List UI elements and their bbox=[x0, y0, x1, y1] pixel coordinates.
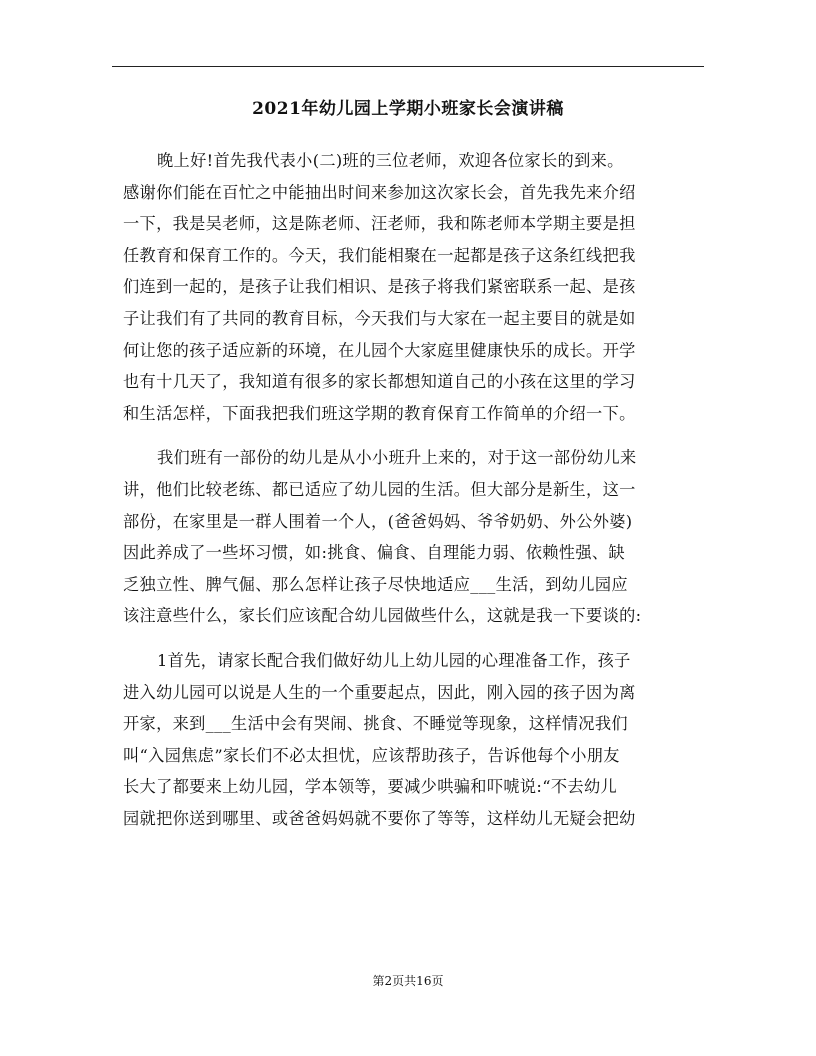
paragraph bbox=[123, 145, 698, 429]
text-line: 乏独立性、脾气倔、那么怎样让孩子尽快地适应___生活，到幼儿园应 bbox=[123, 574, 628, 594]
text-line: 讲，他们比较老练、都已适应了幼儿园的生活。但大部分是新生，这一 bbox=[123, 479, 636, 499]
text-line: 进入幼儿园可以说是人生的一个重要起点，因此，刚入园的孩子因为离 bbox=[123, 682, 636, 702]
page-number: 第2页共16页 bbox=[372, 974, 444, 988]
text-line: 因此养成了一些坏习惯，如:挑食、偏食、自理能力弱、依赖性强、缺 bbox=[123, 543, 625, 563]
text-line: 我们班有一部份的幼儿是从小小班升上来的，对于这一部份幼儿来 bbox=[157, 448, 637, 468]
text-line: 何让您的孩子适应新的环境，在儿园个大家庭里健康快乐的成长。开学 bbox=[123, 340, 636, 360]
text-line: 们连到一起的，是孩子让我们相识、是孩子将我们紧密联系一起、是孩 bbox=[123, 277, 636, 297]
text-line: 该注意些什么，家长们应该配合幼儿园做些什么，这就是我一下要谈的: bbox=[123, 606, 642, 626]
text-line: 园就把你送到哪里、或爸爸妈妈就不要你了等等，这样幼儿无疑会把幼 bbox=[123, 808, 636, 828]
document-title: 2021年幼儿园上学期小班家长会演讲稿 bbox=[252, 99, 564, 119]
text-line: 部份，在家里是一群人围着一个人，(爸爸妈妈、爷爷奶奶、外公外婆) bbox=[123, 511, 633, 531]
document-body bbox=[123, 145, 698, 847]
text-line: 一下，我是吴老师，这是陈老师、汪老师，我和陈老师本学期主要是担 bbox=[123, 214, 636, 234]
text-line: 开家，来到___生活中会有哭闹、挑食、不睡觉等现象，这样情况我们 bbox=[123, 714, 628, 734]
text-line: 1首先，请家长配合我们做好幼儿上幼儿园的心理准备工作，孩子 bbox=[157, 650, 631, 670]
header-rule bbox=[112, 66, 704, 67]
paragraph bbox=[123, 645, 698, 835]
text-line: 也有十几天了，我知道有很多的家长都想知道自己的小孩在这里的学习 bbox=[123, 372, 636, 392]
paragraph bbox=[123, 442, 698, 632]
text-line: 子让我们有了共同的教育目标，今天我们与大家在一起主要目的就是如 bbox=[123, 308, 636, 328]
text-line: 任教育和保育工作的。今天，我们能相聚在一起都是孩子这条红线把我 bbox=[123, 245, 636, 265]
text-line: 晚上好!首先我代表小(二)班的三位老师，欢迎各位家长的到来。 bbox=[157, 151, 624, 170]
text-line: 感谢你们能在百忙之中能抽出时间来参加这次家长会，首先我先来介绍 bbox=[123, 182, 636, 202]
text-line: 和生活怎样，下面我把我们班这学期的教育保育工作简单的介绍一下。 bbox=[123, 403, 636, 423]
text-line: 长大了都要来上幼儿园，学本领等，要减少哄骗和吓唬说:“不去幼儿 bbox=[123, 777, 618, 797]
text-line: 叫“入园焦虑”家长们不必太担忧，应该帮助孩子，告诉他每个小朋友 bbox=[123, 745, 620, 765]
